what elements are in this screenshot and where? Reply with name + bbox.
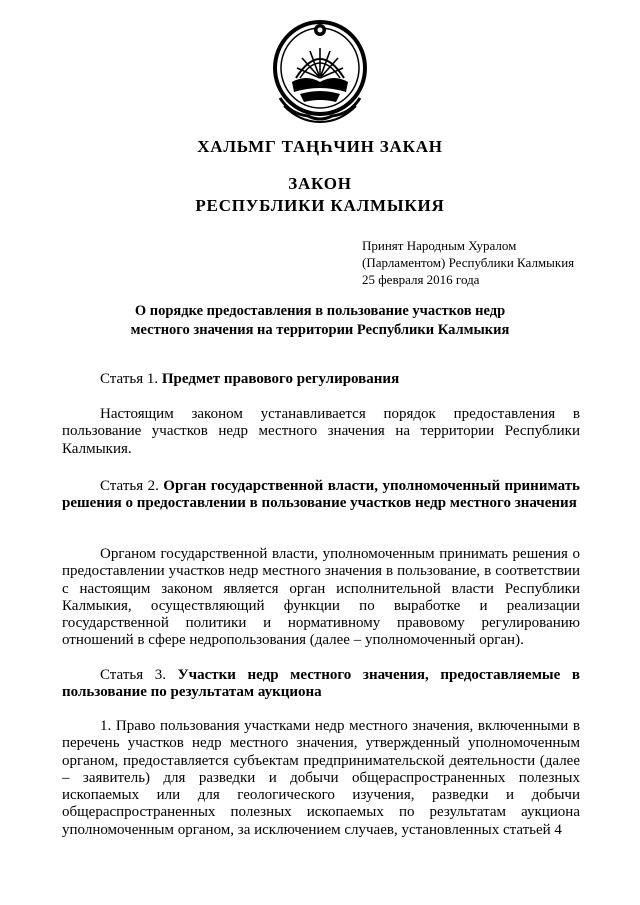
article-prefix: Статья 2.: [100, 478, 159, 494]
article-3-text: 1. Право пользования участками недр местного значения, включенными в перечень участков недр местного значения, утвержденный уполномоченным органом, предоставляется субъектам предпринимательской деятельности (далее – заявитель) для разведки и добычи общераспространенных полезных ископаемых или для геологического изучения, разведки и добычи общераспространенных полезных ископаемых по результатам аукциона уполномоченным органом, за исключением случаев, установленных статьей 4: [62, 718, 580, 838]
article-1-text: Настоящим законом устанавливается порядок предоставления в пользование участков недр местного значения на территории Республики Калмыкия.: [62, 406, 580, 457]
title-republic: РЕСПУБЛИКИ КАЛМЫКИЯ: [195, 196, 445, 215]
article-title: Предмет правового регулирования: [161, 371, 400, 387]
article-title: Орган государственной власти, уполномоченный принимать решения о предоставлении в пользование участков недр местного значения: [62, 478, 580, 512]
law-title-line: О порядке предоставления в пользование участков недр: [134, 303, 506, 319]
adoption-date: 25 февраля 2016 года: [362, 272, 480, 287]
title-kalmyk: ХАЛЬМГ ТАҢҺЧИН ЗАКАН: [197, 137, 443, 156]
article-1-heading: [62, 371, 580, 388]
coat-of-arms-emblem: [270, 18, 370, 124]
article-prefix: Статья 1.: [100, 371, 159, 387]
article-2-text: Органом государственной власти, уполномоченным принимать решения о предоставлении участков недр местного значения в пользование, в соответствии с настоящим законом является орган исполнительной власти Республики Калмыкия, осуществляющий функции по выработке и реализации государственной политики и нормативному правовому регулированию отношений в сфере недропользования (далее – уполномоченный орган).: [62, 546, 580, 649]
article-2-heading: [62, 478, 580, 513]
adoption-line: (Парламентом) Республики Калмыкия: [362, 255, 575, 270]
law-title: [60, 302, 580, 340]
adoption-line: Принят Народным Хуралом: [362, 238, 517, 253]
article-3-heading: [62, 667, 580, 702]
law-title-line: местного значения на территории Республики Калмыкия: [130, 322, 510, 338]
title-law: ЗАКОН: [288, 174, 352, 193]
adoption-note: [362, 237, 574, 288]
article-title: Участки недр местного значения, предоставляемые в пользование по результатам аукциона: [62, 667, 581, 701]
article-prefix: Статья 3.: [100, 667, 166, 683]
